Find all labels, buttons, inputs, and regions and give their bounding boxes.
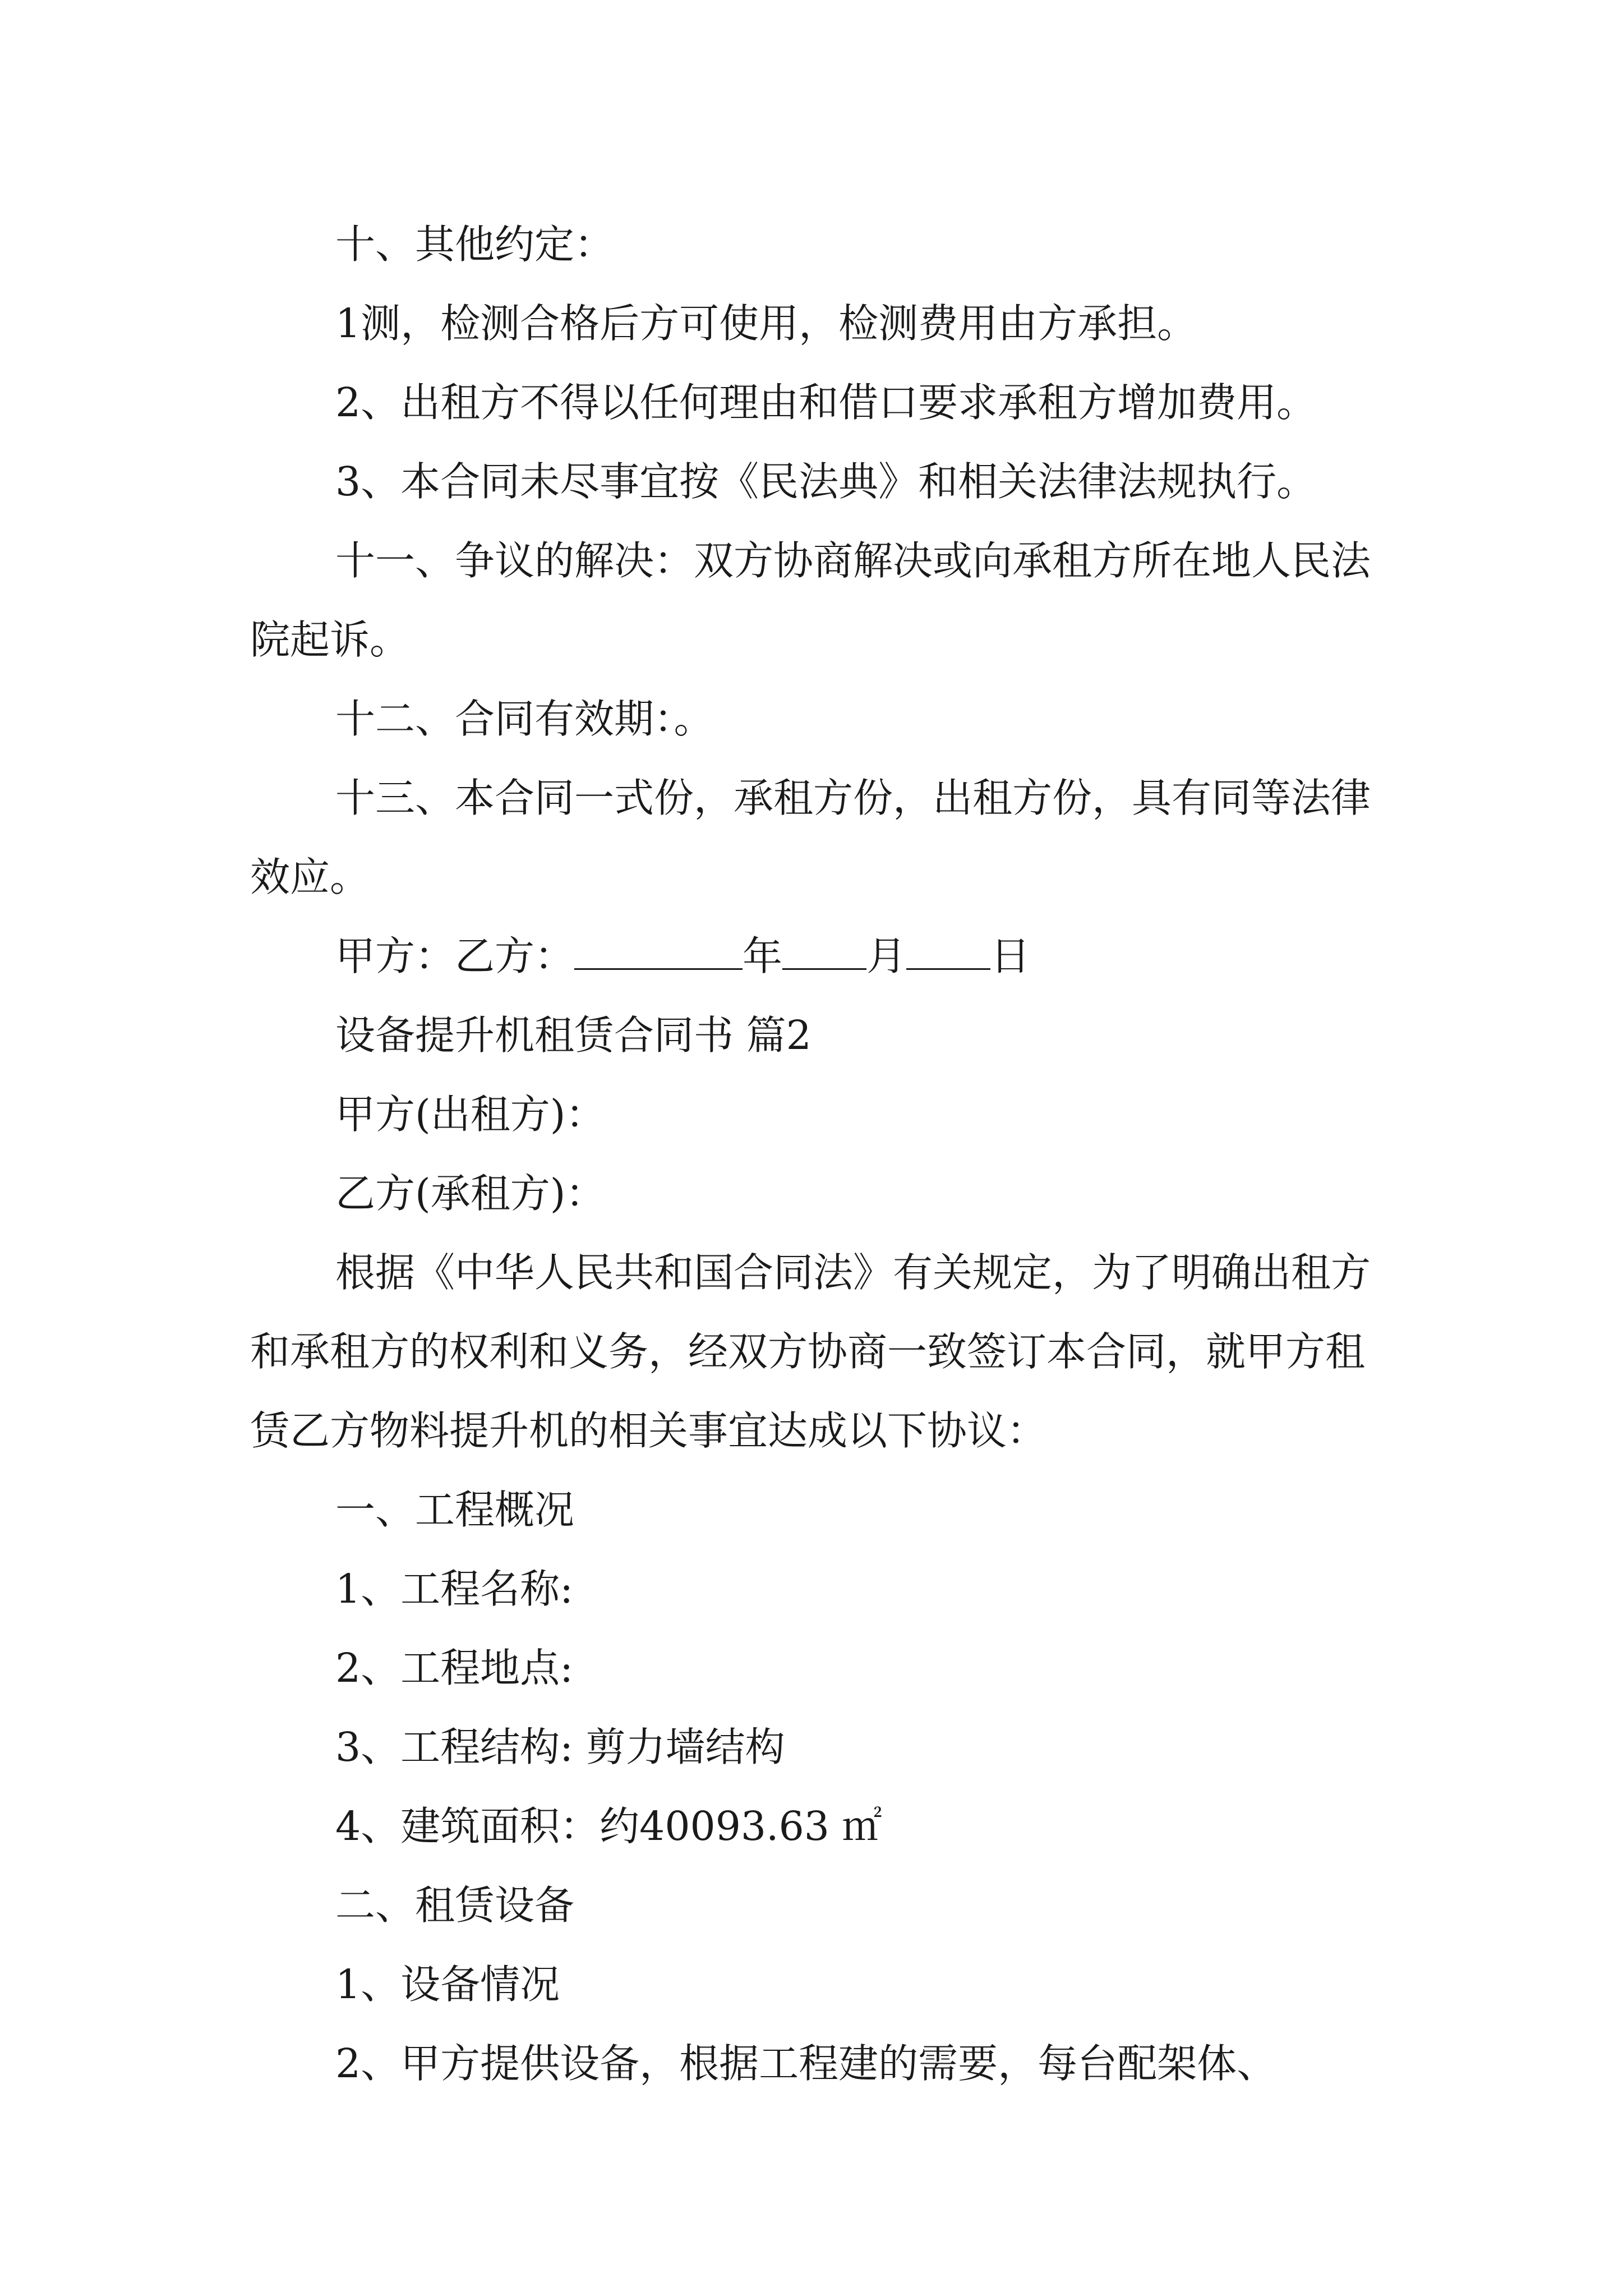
day-blank	[906, 933, 990, 970]
equipment-status: 1、设备情况	[335, 1961, 560, 2008]
section-12-validity: 十二、合同有效期：。	[335, 696, 714, 742]
clause-10-1: 1测，检测合格后方可使用，检测费用由方承担。	[335, 300, 1197, 347]
section-10-heading: 十、其他约定：	[335, 221, 615, 268]
section-13-copies: 十三、本合同一式份，承租方份，出租方份，具有同等法律效应。	[250, 775, 1371, 900]
day-label: 日	[990, 933, 1031, 979]
party-b-lessee: 乙方(承租方)：	[335, 1170, 606, 1217]
project-name: 1、工程名称:	[335, 1566, 574, 1612]
building-area: 4、建筑面积：约40093.63 ㎡	[335, 1803, 882, 1849]
document-body	[250, 205, 1383, 2103]
contract-2-title: 设备提升机租赁合同书 篇2	[335, 1012, 811, 1059]
section-1-heading: 一、工程概况	[335, 1487, 575, 1533]
clause-10-3: 3、本合同未尽事宜按《民法典》和相关法律法规执行。	[335, 458, 1317, 505]
year-label: 年	[743, 933, 783, 979]
project-location: 2、工程地点:	[335, 1645, 574, 1691]
equipment-supply: 2、甲方提供设备，根据工程建的需要，每台配架体、	[335, 2040, 1277, 2087]
section-2-heading: 二、租赁设备	[335, 1882, 575, 1929]
month-label: 月	[866, 933, 907, 979]
month-blank	[782, 933, 866, 970]
section-11-dispute: 十一、争议的解决：双方协商解决或向承租方所在地人民法院起诉。	[250, 537, 1371, 663]
signature-line	[250, 917, 1383, 996]
year-blank	[574, 933, 743, 970]
clause-10-2: 2、出租方不得以任何理由和借口要求承租方增加费用。	[335, 379, 1317, 426]
party-a-lessor: 甲方(出租方)：	[335, 1091, 606, 1138]
project-structure: 3、工程结构: 剪力墙结构	[335, 1724, 785, 1770]
preamble: 根据《中华人民共和国合同法》有关规定，为了明确出租方和承租方的权利和义务，经双方协商一致签订本合同，就甲方租赁乙方物料提升机的相关事宜达成以下协议：	[250, 1249, 1371, 1454]
signature-parties: 甲方：乙方：	[335, 933, 575, 979]
